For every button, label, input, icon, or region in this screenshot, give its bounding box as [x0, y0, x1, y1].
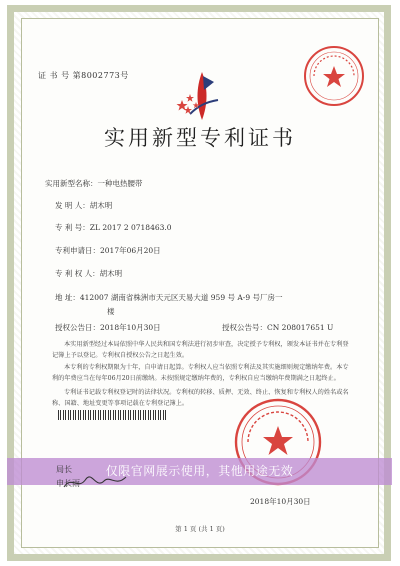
paragraph-3: 专利证书记载专利权登记时的法律状况。专利权的转移、质押、无效、终止、恢复和专利权人的姓名或名称、国籍、地址变更等事项记载在专利登记簿上。 [52, 389, 349, 407]
filing-date-value: 2017年06月20日 [100, 246, 161, 255]
grant-number-label: 授权公告号： [222, 323, 267, 332]
director-title: 局长 [56, 465, 72, 474]
grant-date-row [55, 322, 161, 333]
utility-model-name-value: 一种电热腰带 [97, 179, 143, 188]
patent-number-value: ZL 2017 2 0718463.0 [89, 223, 172, 232]
address-label: 地 址： [55, 293, 80, 302]
grant-number-value: CN 208017651 U [267, 323, 334, 332]
issue-date: 2018年10月30日 [250, 497, 311, 506]
page-number: 第 1 页 (共 1 页) [175, 525, 225, 533]
utility-model-name-row [45, 178, 143, 189]
barcode [58, 410, 168, 420]
patent-number-row [55, 222, 172, 233]
patent-number-label: 专 利 号： [55, 223, 90, 232]
address-row [55, 292, 282, 303]
paragraph-1: 本实用新型经过本局依照中华人民共和国专利法进行初步审查，决定授予专利权，颁发本证书并在专利登记簿上予以登记。专利权自授权公告之日起生效。 [52, 341, 349, 359]
filing-date-label: 专利申请日： [55, 246, 100, 255]
cnipa-logo-icon [170, 66, 230, 126]
inventor-label: 发 明 人： [55, 201, 90, 210]
inventor-row [55, 200, 112, 211]
address-value-line2: 楼 [107, 307, 115, 316]
patentee-label: 专 利 权 人： [55, 269, 100, 278]
director-name: 申长雨 [56, 479, 80, 488]
address-value-line1: 412007 湖南省株洲市天元区天易大道 959 号 A-9 号厂房一 [79, 293, 283, 302]
document-title: 实用新型专利证书 [104, 126, 296, 150]
patentee-row [55, 268, 122, 279]
grant-date-value: 2018年10月30日 [100, 323, 161, 332]
grant-number-row [222, 322, 333, 333]
official-seal-icon [302, 44, 366, 108]
inventor-value: 胡木明 [89, 201, 113, 210]
utility-model-name-label: 实用新型名称： [45, 179, 98, 188]
certificate-number: 证 书 号 第8002773号 [38, 71, 129, 80]
watermark-banner: 仅限官网展示使用，其他用途无效 [7, 458, 392, 485]
paragraph-2: 本专利的专利权期限为十年，自申请日起算。专利权人应当依照专利法及其实施细则规定缴纳年费。本专利的年费应当在每年06月20日前缴纳。未按照规定缴纳年费的，专利权自应当缴纳年费期满之日起终止。 [52, 364, 349, 382]
filing-date-row [55, 245, 161, 256]
signature-icon [60, 469, 130, 495]
patentee-value: 胡木明 [99, 269, 123, 278]
grant-date-label: 授权公告日： [55, 323, 100, 332]
